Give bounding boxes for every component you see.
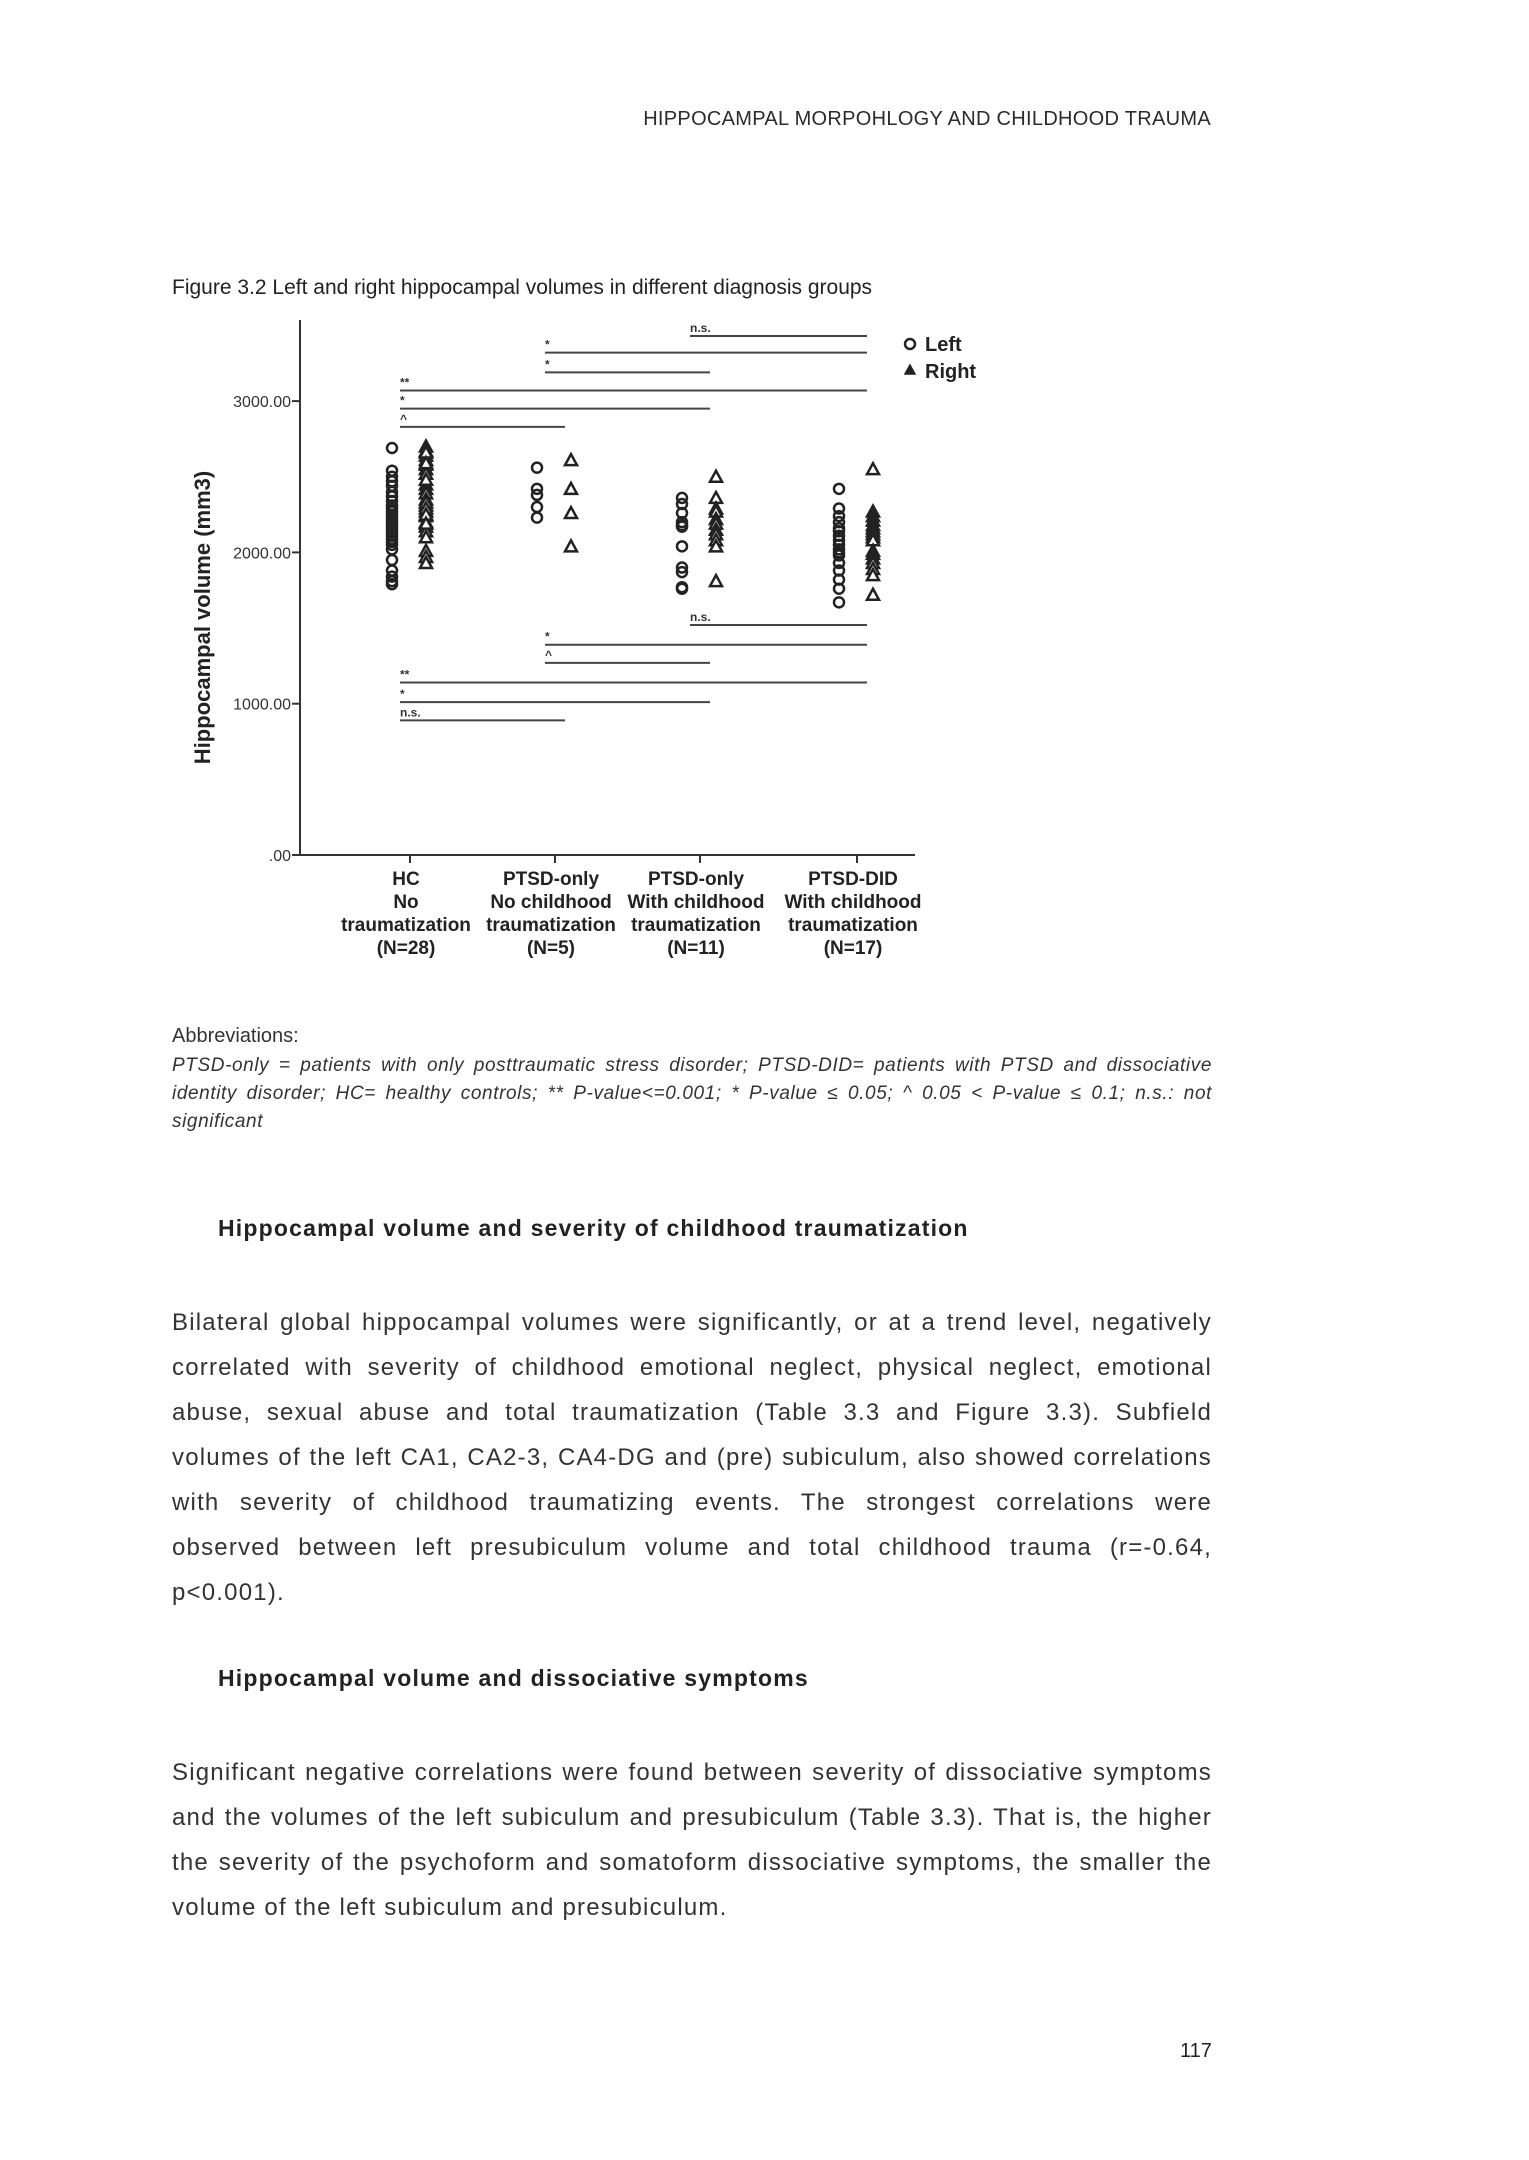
category-label — [486, 869, 616, 959]
category-label-line: (N=11) — [667, 938, 725, 959]
category-label-line: PTSD-only — [502, 869, 600, 890]
figure-caption-text: Left and right hippocampal volumes in different diagnosis groups — [272, 276, 873, 299]
category-label — [341, 869, 471, 959]
category-label-line: With childhood — [784, 892, 922, 913]
legend-triangle-icon — [905, 365, 915, 374]
point-left — [387, 443, 397, 453]
point-right — [565, 454, 577, 465]
point-left — [677, 541, 687, 551]
y-tick-label: 1000.00 — [233, 696, 291, 714]
y-tick-label: 2000.00 — [233, 545, 291, 563]
point-right — [710, 575, 722, 586]
point-left — [834, 597, 844, 607]
significance-brackets — [400, 321, 867, 720]
category-label-line: (N=28) — [376, 938, 436, 959]
chart-axes — [190, 320, 915, 865]
category-label-line: traumatization — [486, 915, 616, 936]
point-right — [867, 589, 879, 600]
category-label-line: traumatization — [788, 915, 918, 936]
upper-bracket-label: n.s. — [690, 321, 711, 336]
point-right — [867, 463, 879, 474]
category-label — [784, 869, 921, 959]
category-label-line: traumatization — [341, 915, 471, 936]
category-label-line: PTSD-DID — [808, 869, 898, 890]
point-left — [532, 513, 542, 523]
lower-bracket-label: * — [545, 629, 550, 644]
y-tick-label: .00 — [268, 848, 291, 865]
point-right — [565, 507, 577, 518]
y-tick-label: 3000.00 — [233, 394, 291, 412]
upper-bracket-label: * — [400, 393, 405, 408]
page-number: 117 — [1180, 2040, 1212, 2062]
hippocampal-volume-chart — [160, 310, 1020, 1010]
point-left — [532, 463, 542, 473]
data-points — [387, 440, 879, 607]
figure-caption — [172, 276, 872, 300]
upper-bracket-label: * — [545, 337, 550, 352]
lower-bracket-label: n.s. — [400, 705, 421, 720]
lower-bracket-label: * — [400, 687, 405, 702]
lower-bracket-label: ** — [400, 667, 410, 682]
y-axis-label: Hippocampal volume (mm3) — [190, 470, 215, 765]
category-label-line: PTSD-only — [647, 869, 745, 890]
lower-bracket-label: ^ — [545, 647, 553, 662]
upper-bracket-label: ** — [400, 375, 410, 390]
point-right — [565, 483, 577, 494]
category-label-line: (N=17) — [823, 938, 883, 959]
category-label-line: HC — [392, 869, 420, 890]
paragraph-trauma: Bilateral global hippocampal volumes were significantly, or at a trend level, negatively correlated with severity of childhood emotional neglect, physical neglect, emotional abuse, sexual abuse and total traumatization (Table 3.3 and Figure 3.3). Subfield volumes of the left CA1, CA2-3, CA4-DG and (pre) subiculum, also showed correlations with severity of childhood traumatizing events. The strongest correlations were observed between left presubiculum volume and total childhood trauma (r=-0.64, p<0.001). — [172, 1309, 1212, 1606]
legend-label-right: Right — [925, 361, 977, 383]
category-label-line: traumatization — [631, 915, 761, 936]
section-heading-trauma: Hippocampal volume and severity of childhood traumatization — [218, 1215, 969, 1241]
point-right — [710, 471, 722, 482]
chart-legend — [905, 334, 976, 383]
point-left — [532, 502, 542, 512]
category-label-line: (N=5) — [526, 938, 576, 959]
category-label-line: No — [393, 892, 419, 913]
running-head: HIPPOCAMPAL MORPOHLOGY AND CHILDHOOD TRAUMA — [643, 108, 1211, 130]
category-label-line: With childhood — [627, 892, 765, 913]
point-left — [834, 484, 844, 494]
paragraph-dissociative: Significant negative correlations were found between severity of dissociative symptoms and the volumes of the left subiculum and presubiculum (Table 3.3). That is, the higher the severity of the psychoform and somatoform dissociative symptoms, the smaller the volume of the left subiculum and presubiculum. — [172, 1759, 1212, 1921]
legend-circle-icon — [905, 339, 915, 349]
category-labels — [341, 869, 921, 959]
lower-bracket-label: n.s. — [690, 610, 711, 625]
category-label-line: No childhood — [490, 892, 612, 913]
abbreviations-label: Abbreviations: — [172, 1025, 299, 1047]
category-label — [627, 869, 764, 959]
point-right — [565, 540, 577, 551]
abbreviations-text: PTSD-only = patients with only posttraumatic stress disorder; PTSD-DID= patients with PTSD and dissociative identity disorder; HC= healthy controls; ** P-value<=0.001; * P-value ≤ 0.05; ^ 0.05 < P-value ≤ 0.1; n.s.: not significant — [172, 1055, 1212, 1132]
upper-bracket-label: * — [545, 357, 550, 372]
section-heading-dissociative: Hippocampal volume and dissociative symptoms — [218, 1665, 809, 1691]
figure-number: Figure 3.2 — [172, 276, 267, 299]
upper-bracket-label: ^ — [400, 411, 408, 426]
legend-label-left: Left — [925, 334, 962, 356]
point-left — [387, 555, 397, 565]
